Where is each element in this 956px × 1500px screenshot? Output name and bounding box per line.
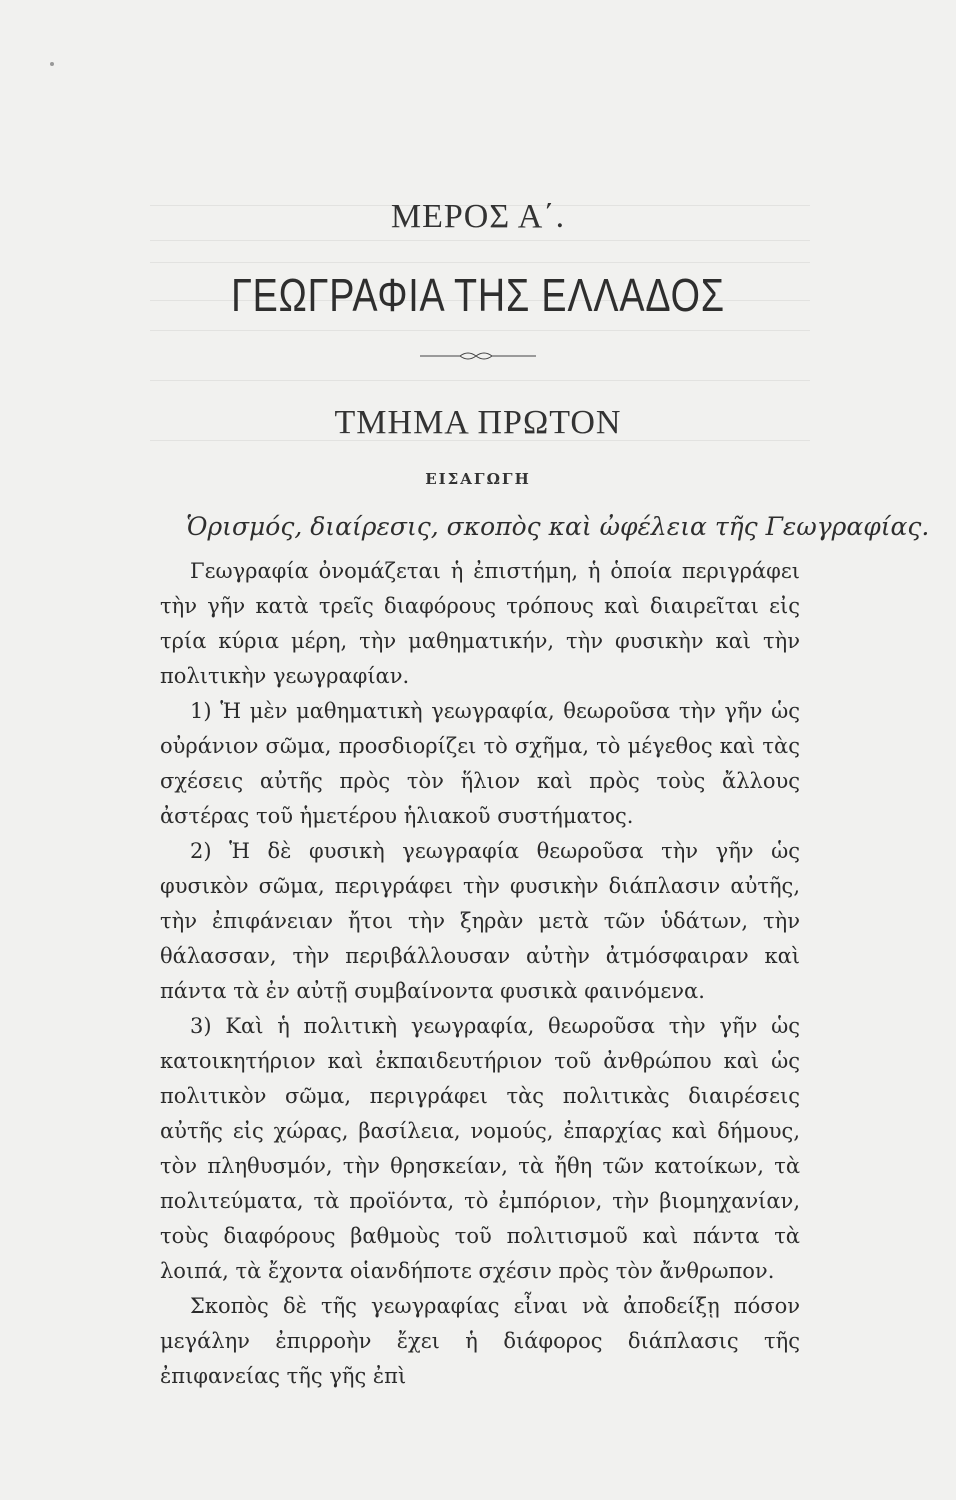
main-title: ΓΕΩΓΡΑΦΙΑ ΤΗΣ ΕΛΛΑΔΟΣ	[231, 269, 725, 321]
bleed-through-line	[150, 330, 810, 331]
introduction-label: ΕΙΣΑΓΩΓΗ	[425, 470, 531, 488]
part-heading: ΜΕΡΟΣ Α΄.	[390, 198, 566, 235]
paragraph: Γεωγραφία ὀνομάζεται ἡ ἐπιστήμη, ἡ ὁποία περιγράφει τὴν γῆν κατὰ τρεῖς διαφόρους τρόπους καὶ διαιρεῖται εἰς τρία κύρια μέρη, τὴν μαθηματικήν, τὴν φυσικὴν καὶ τὴν πολιτικὴν γεωγραφίαν.	[160, 559, 800, 688]
section-heading: ΤΜΗΜΑ ΠΡΩΤΟΝ	[334, 404, 622, 441]
paragraph: Σκοπὸς δὲ τῆς γεωγραφίας εἶναι νὰ ἀποδείξῃ πόσον μεγάλην ἐπιρροὴν ἔχει ἡ διάφορος διάπλασις τῆς ἐπιφανείας τῆς γῆς ἐπὶ	[160, 1294, 800, 1388]
bleed-through-line	[150, 380, 810, 381]
ornamental-divider	[420, 350, 536, 362]
paragraph: 1) Ἡ μὲν μαθηματικὴ γεωγραφία, θεωροῦσα τὴν γῆν ὡς οὐράνιον σῶμα, προσδιορίζει τὸ σχῆμα, τὸ μέγεθος καὶ τὰς σχέσεις αὐτῆς πρὸς τὸν ἥλιον καὶ πρὸς τοὺς ἄλλους ἀστέρας τοῦ ἡμετέρου ἡλιακοῦ συστήματος.	[160, 699, 800, 828]
chapter-subtitle: Ὁρισμός, διαίρεσις, σκοπὸς καὶ ὠφέλεια τῆς Γεωγραφίας.	[186, 512, 930, 541]
body-text	[160, 554, 800, 1394]
bleed-through-line	[150, 240, 810, 241]
paragraph: 3) Καὶ ἡ πολιτικὴ γεωγραφία, θεωροῦσα τὴν γῆν ὡς κατοικητήριον καὶ ἐκπαιδευτήριον τοῦ ἀνθρώπου καὶ ὡς πολιτικὸν σῶμα, περιγράφει τὰς πολιτικὰς διαιρέσεις αὐτῆς εἰς χώρας, βασίλεια, νομούς, ἐπαρχίας καὶ δήμους, τὸν πληθυσμόν, τὴν θρησκείαν, τὰ ἤθη τῶν κατοίκων, τὰ πολιτεύματα, τὰ προϊόντα, τὸ ἐμπόριον, τὴν βιομηχανίαν, τοὺς διαφόρους βαθμοὺς τοῦ πολιτισμοῦ καὶ πάντα τὰ λοιπά, τὰ ἔχοντα οἱανδήποτε σχέσιν πρὸς τὸν ἄνθρωπον.	[160, 1014, 800, 1283]
paper-speck	[50, 62, 54, 66]
paragraph: 2) Ἡ δὲ φυσικὴ γεωγραφία θεωροῦσα τὴν γῆν ὡς φυσικὸν σῶμα, περιγράφει τὴν φυσικὴν διάπλασιν αὐτῆς, τὴν ἐπιφάνειαν ἤτοι τὴν ξηρὰν μετὰ τῶν ὑδάτων, τὴν θάλασσαν, τὴν περιβάλλουσαν αὐτὴν ἀτμόσφαιραν καὶ πάντα τὰ ἐν αὐτῇ συμβαίνοντα φυσικὰ φαινόμενα.	[160, 839, 800, 1003]
bleed-through-line	[150, 262, 810, 263]
